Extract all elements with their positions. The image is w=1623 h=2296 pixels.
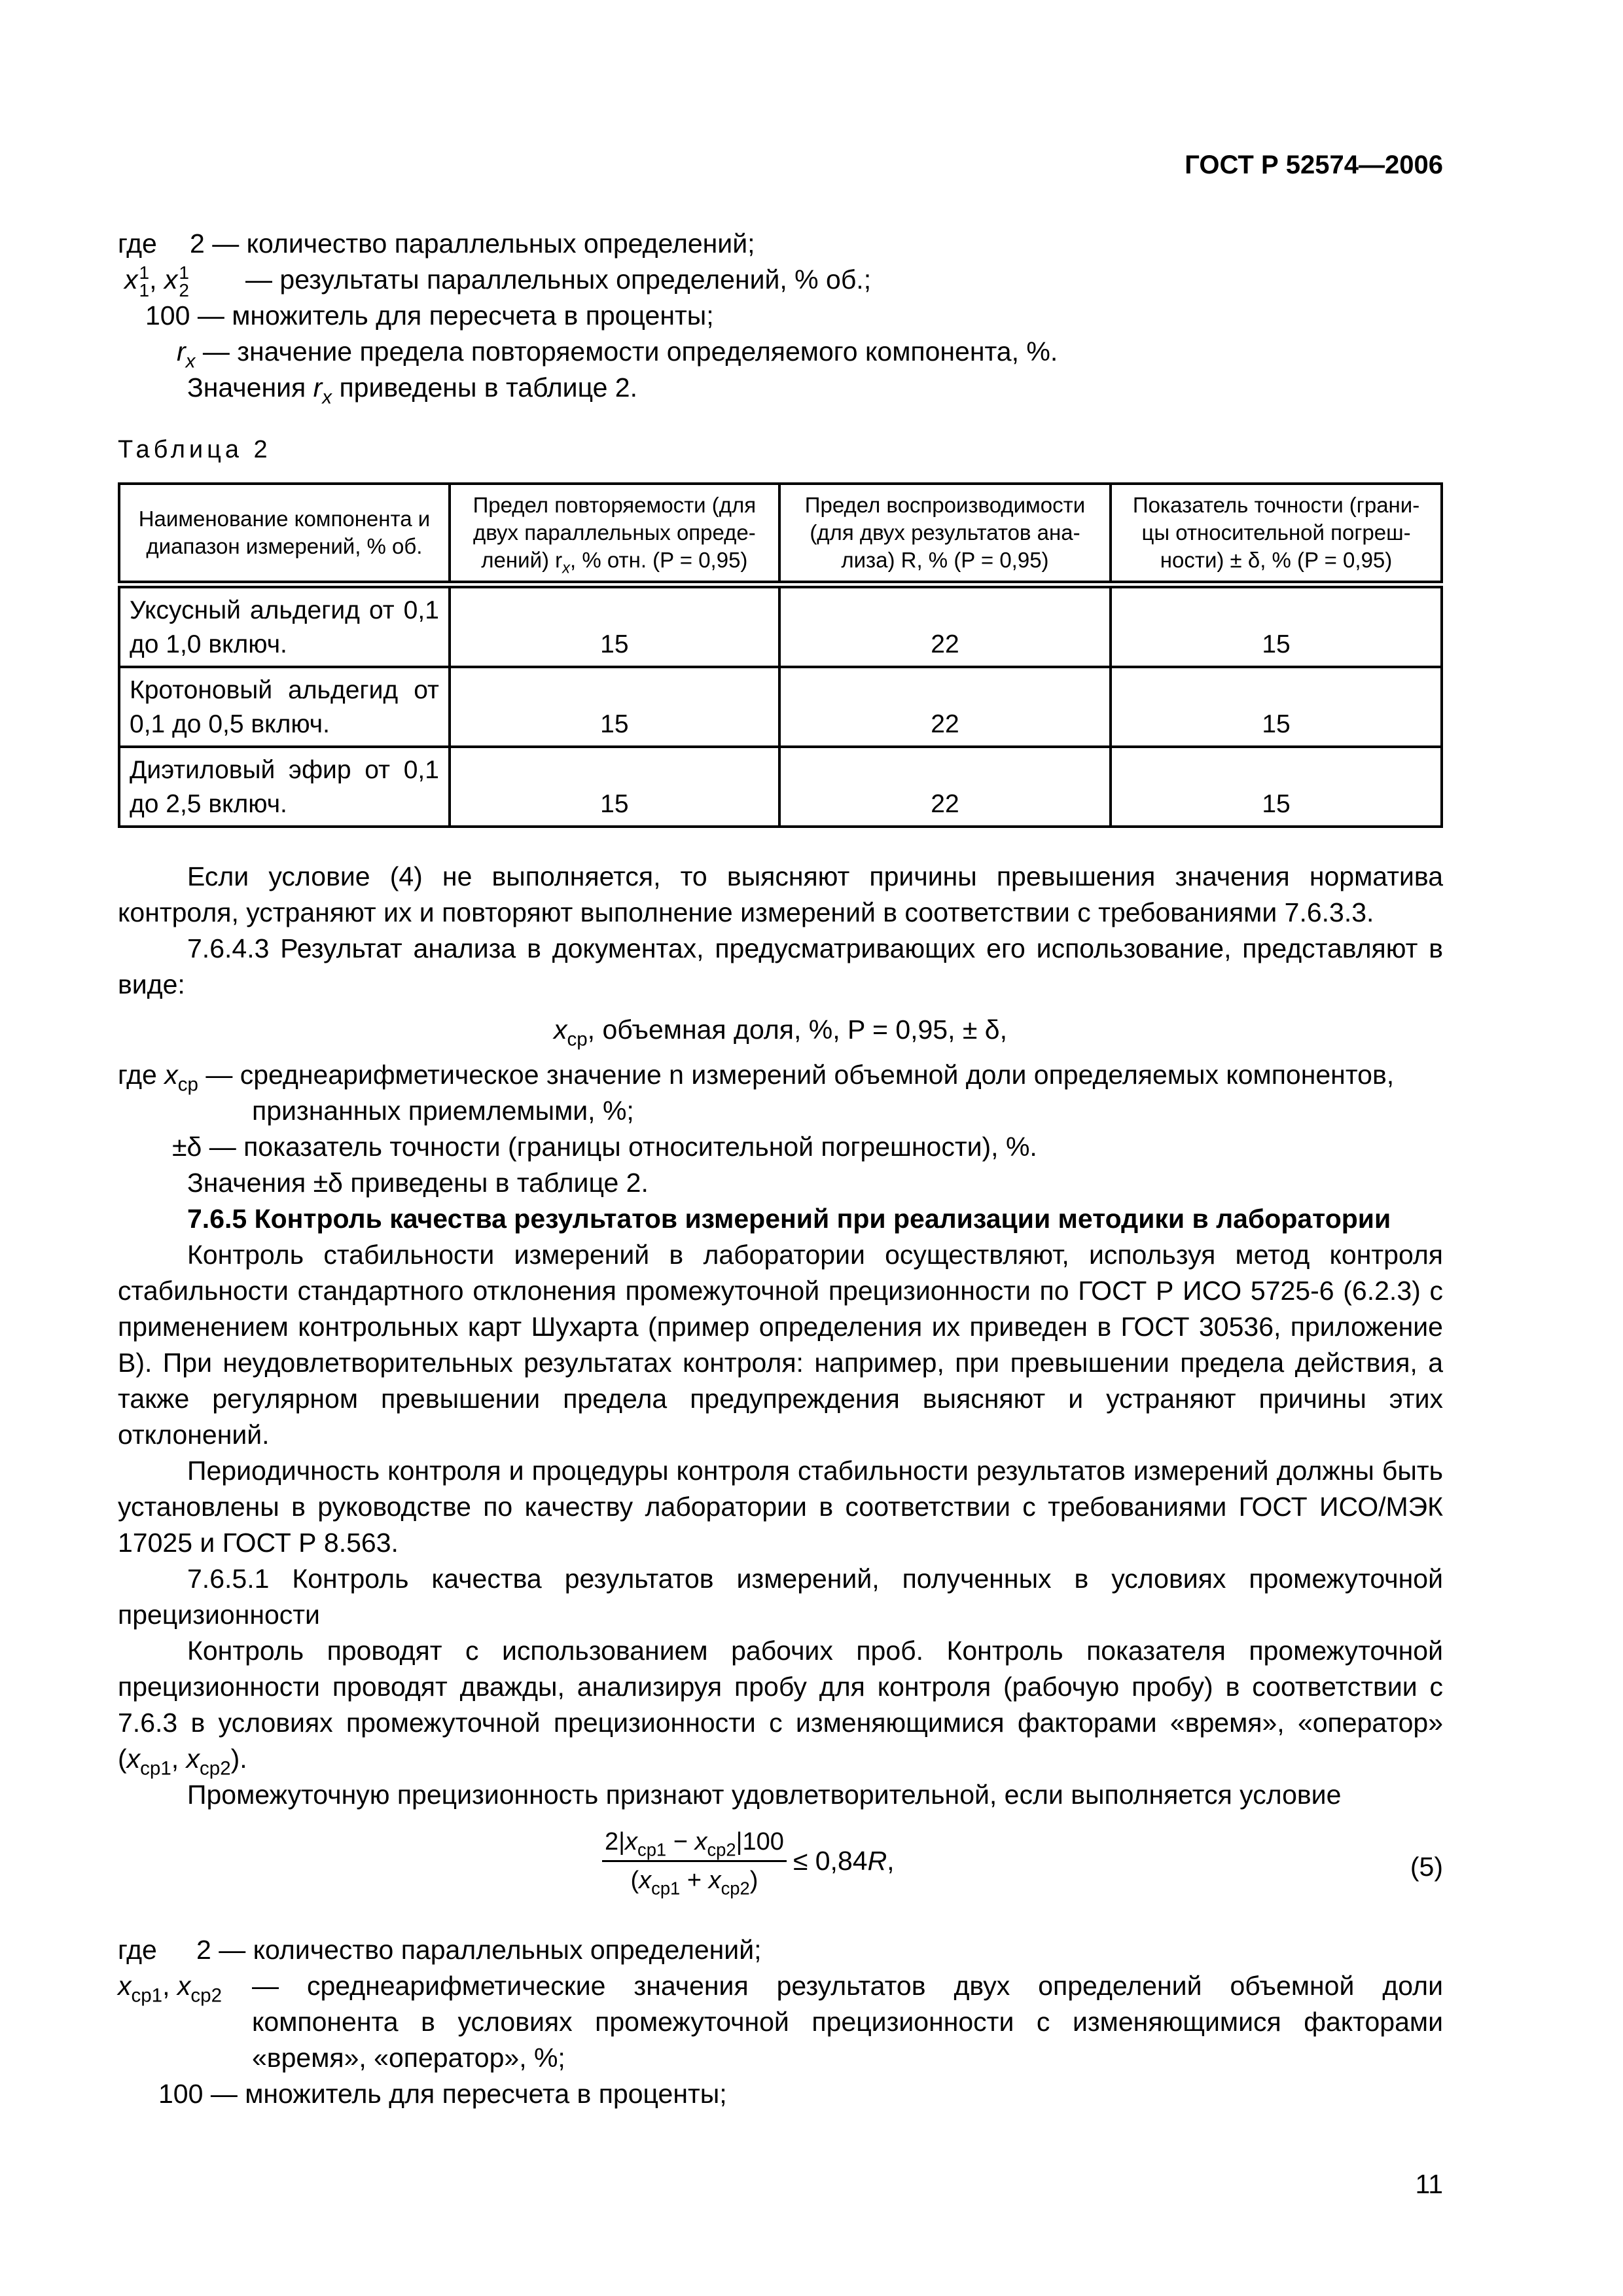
definition-row xyxy=(118,2076,1443,2112)
var: x xyxy=(126,1744,141,1774)
cell-name: Уксусный альдегид от 0,1 до 1,0 включ. xyxy=(119,584,450,667)
table-row xyxy=(119,584,1442,667)
var: x xyxy=(639,1867,652,1894)
sub: x xyxy=(562,559,571,577)
term: 100 xyxy=(158,2079,204,2109)
comma: , xyxy=(149,264,157,295)
definition-row xyxy=(118,1968,1443,2076)
definition-row xyxy=(118,1057,1443,1096)
data-table xyxy=(118,482,1443,828)
text: ). xyxy=(230,1744,247,1774)
sub: 1 xyxy=(139,280,150,301)
definition-text xyxy=(190,226,755,262)
var: x xyxy=(177,1971,191,2001)
text: ( xyxy=(630,1867,639,1894)
paragraph: Если условие (4) не выполняется, то выясняют причины превышения значения норматива контроля, устраняют их и повторяют выполнение измерений в соответствии с требованиями 7.6.3.3. xyxy=(118,861,1443,927)
definitions-block-1 xyxy=(118,226,1443,406)
definition-row xyxy=(118,262,1443,301)
rhs xyxy=(793,1843,895,1879)
script xyxy=(179,264,189,299)
definition-text xyxy=(187,370,637,406)
text: |100 xyxy=(736,1828,784,1856)
description: — среднеарифметические значения результатов двух определений объемной доли компонента в условиях промежуточной прецизионности с изменяющимися факторами «время», «оператор», %; xyxy=(252,1971,1443,2073)
text: ≤ 0,84 xyxy=(793,1846,868,1876)
term xyxy=(124,262,189,299)
paragraph: Контроль стабильности измерений в лаборатории осуществляют, используя метод контроля стабильности стандартного отклонения промежуточной прецизионности по ГОСТ Р ИСО 5725-6 (6.2.3) с применением контрольных карт Шухарта (пример определения их приведен в ГОСТ 30536, приложение В). При неудовлетворительных результатах контроля: например, при превышении предела действия, а также регулярном превышении предела предупреждения выясняют и устраняют причины этих отклонений. xyxy=(118,1240,1443,1450)
cell-R: 22 xyxy=(779,584,1111,667)
var: x xyxy=(625,1828,638,1856)
var: x xyxy=(694,1828,707,1856)
formula-text: , объемная доля, %, P = 0,95, ± δ, xyxy=(587,1014,1008,1045)
text: 2| xyxy=(605,1828,626,1856)
definition-text xyxy=(145,298,714,334)
definition-text xyxy=(177,334,1058,370)
sub: ср2 xyxy=(721,1878,750,1899)
sub: 2 xyxy=(179,280,189,301)
term: 100 xyxy=(145,300,190,331)
sup: 1 xyxy=(179,262,189,283)
cell-name: Диэтиловый эфир от 0,1 до 2,5 включ. xyxy=(119,747,450,827)
var: x xyxy=(708,1867,721,1894)
paragraph: Периодичность контроля и процедуры контроля стабильности результатов измерений должны быть установлены в руководстве по качеству лаборатории в соответствии с требованиями ГОСТ ИСО/МЭК 17025 и ГОСТ Р 8.563. xyxy=(118,1456,1443,1558)
result-formula xyxy=(118,1012,1443,1048)
sub: ср1 xyxy=(637,1839,667,1860)
definition-row xyxy=(118,226,1443,262)
sub: ср2 xyxy=(200,1757,231,1780)
sub: x xyxy=(185,350,196,372)
definition-row: ±δ — показатель точности (границы относительной погрешности), %. xyxy=(172,1132,1037,1162)
table-row xyxy=(119,667,1442,747)
column-header: Наименование компонента и диапазон измерений, % об. xyxy=(119,484,450,584)
column-header xyxy=(450,484,779,584)
description: — результаты параллельных определений, % об.; xyxy=(245,264,872,295)
description: — множитель для пересчета в проценты; xyxy=(197,300,714,331)
sub: ср xyxy=(567,1028,588,1050)
description: — среднеарифметическое значение n измерений объемной доли определяемых компонентов, xyxy=(205,1060,1395,1090)
definition-row xyxy=(118,1932,1443,1968)
column-header: Предел воспроизводимости (для двух результатов ана-лиза) R, % (P = 0,95) xyxy=(779,484,1111,584)
section-heading-7-6-5: 7.6.5 Контроль качества результатов измерений при реализации методики в лаборатории xyxy=(187,1204,1391,1234)
var: x xyxy=(164,264,178,295)
paragraph: Промежуточную прецизионность признают удовлетворительной, если выполняется условие xyxy=(187,1780,1342,1810)
text: , xyxy=(887,1846,895,1876)
definition-row xyxy=(118,298,1443,334)
description: — множитель для пересчета в проценты; xyxy=(210,2079,727,2109)
text: Значения xyxy=(187,372,306,403)
script xyxy=(139,264,150,299)
term: $x_{ср1}$, $x_{ср2}$ xyxy=(118,1971,222,2007)
document-id-header: ГОСТ Р 52574—2006 xyxy=(1185,151,1443,179)
var: R xyxy=(867,1846,887,1876)
text: + xyxy=(680,1867,709,1894)
table-row xyxy=(119,747,1442,827)
var: r xyxy=(313,372,323,403)
sub: ср xyxy=(177,1073,198,1096)
fraction xyxy=(602,1826,895,1899)
denominator xyxy=(602,1862,787,1899)
header-text: Предел повторяемости (для двух параллельных опреде-лений) r xyxy=(473,493,757,572)
var: x xyxy=(164,1060,178,1090)
text: ) xyxy=(749,1867,758,1894)
where-label: где xyxy=(118,228,157,259)
description: — значение предела повторяемости определяемого компонента, %. xyxy=(202,336,1058,367)
sub: ср1 xyxy=(140,1757,171,1780)
cell-delta: 15 xyxy=(1111,667,1442,747)
term: 2 xyxy=(190,228,205,259)
description: — количество параллельных определений; xyxy=(219,1935,762,1965)
fraction-body xyxy=(602,1826,787,1899)
var: x xyxy=(118,1971,132,2001)
cell-R: 22 xyxy=(779,667,1111,747)
header-text: , % отн. (P = 0,95) xyxy=(570,548,748,572)
where-label: где xyxy=(118,1060,157,1090)
sub: ср1 xyxy=(131,1984,163,2007)
var: r xyxy=(177,336,186,367)
cell-delta: 15 xyxy=(1111,584,1442,667)
table-caption: Таблица 2 xyxy=(118,436,272,463)
text: Контроль проводят с использованием рабочих проб. Контроль показателя промежуточной прецизионности проводят дважды, анализируя пробу для контроля (рабочую пробу) в соответствии с 7.6.3 в условиях промежуточной прецизионности с изменяющимися факторами «время», «оператор» ( xyxy=(118,1636,1443,1774)
text: приведены в таблице 2. xyxy=(339,372,637,403)
cell-r: 15 xyxy=(450,747,779,827)
paragraph: 7.6.5.1 Контроль качества результатов измерений, полученных в условиях промежуточной прецизионности xyxy=(118,1564,1443,1630)
formula-5 xyxy=(118,1813,1443,1924)
definition-text xyxy=(196,1932,762,1968)
body-text xyxy=(118,859,1443,2112)
numerator xyxy=(602,1826,787,1862)
cell-name: Кротоновый альдегид от 0,1 до 0,5 включ. xyxy=(119,667,450,747)
text: − xyxy=(666,1828,695,1856)
column-header: Показатель точности (грани-цы относительной погреш-ности) ± δ, % (P = 0,95) xyxy=(1111,484,1442,584)
term: 2 xyxy=(196,1935,211,1965)
table-header-row xyxy=(119,484,1442,584)
definition-row xyxy=(118,370,1443,406)
paragraph: 7.6.4.3 Результат анализа в документах, предусматривающих его использование, представляют в виде: xyxy=(118,933,1443,999)
definition-row xyxy=(118,334,1443,370)
sub: ср2 xyxy=(707,1839,736,1860)
var: x xyxy=(553,1014,567,1045)
cell-r: 15 xyxy=(450,584,779,667)
page-number: 11 xyxy=(1415,2169,1443,2199)
definition-continuation: признанных приемлемыми, %; xyxy=(252,1096,634,1126)
cell-r: 15 xyxy=(450,667,779,747)
sub: ср2 xyxy=(190,1984,222,2007)
cell-R: 22 xyxy=(779,747,1111,827)
description: — количество параллельных определений; xyxy=(212,228,755,259)
cell-delta: 15 xyxy=(1111,747,1442,827)
sub: x xyxy=(322,386,332,408)
paragraph: Контроль проводят с использованием рабочих проб. Контроль показателя промежуточной прецизионности проводят дважды, анализируя пробу для контроля (рабочую пробу) в соответствии с 7.6.3 в условиях промежуточной прецизионности с изменяющимися факторами «время», «оператор» ($x_{ср1}$, $x_{ср2}$). xyxy=(118,1636,1443,1780)
sub: ср1 xyxy=(651,1878,681,1899)
sup: 1 xyxy=(139,262,150,283)
equation-number: (5) xyxy=(1410,1852,1443,1882)
note-text: Значения ±δ приведены в таблице 2. xyxy=(187,1168,649,1198)
var: x xyxy=(186,1744,200,1774)
var: x xyxy=(124,264,138,295)
where-label: где xyxy=(118,1935,157,1965)
